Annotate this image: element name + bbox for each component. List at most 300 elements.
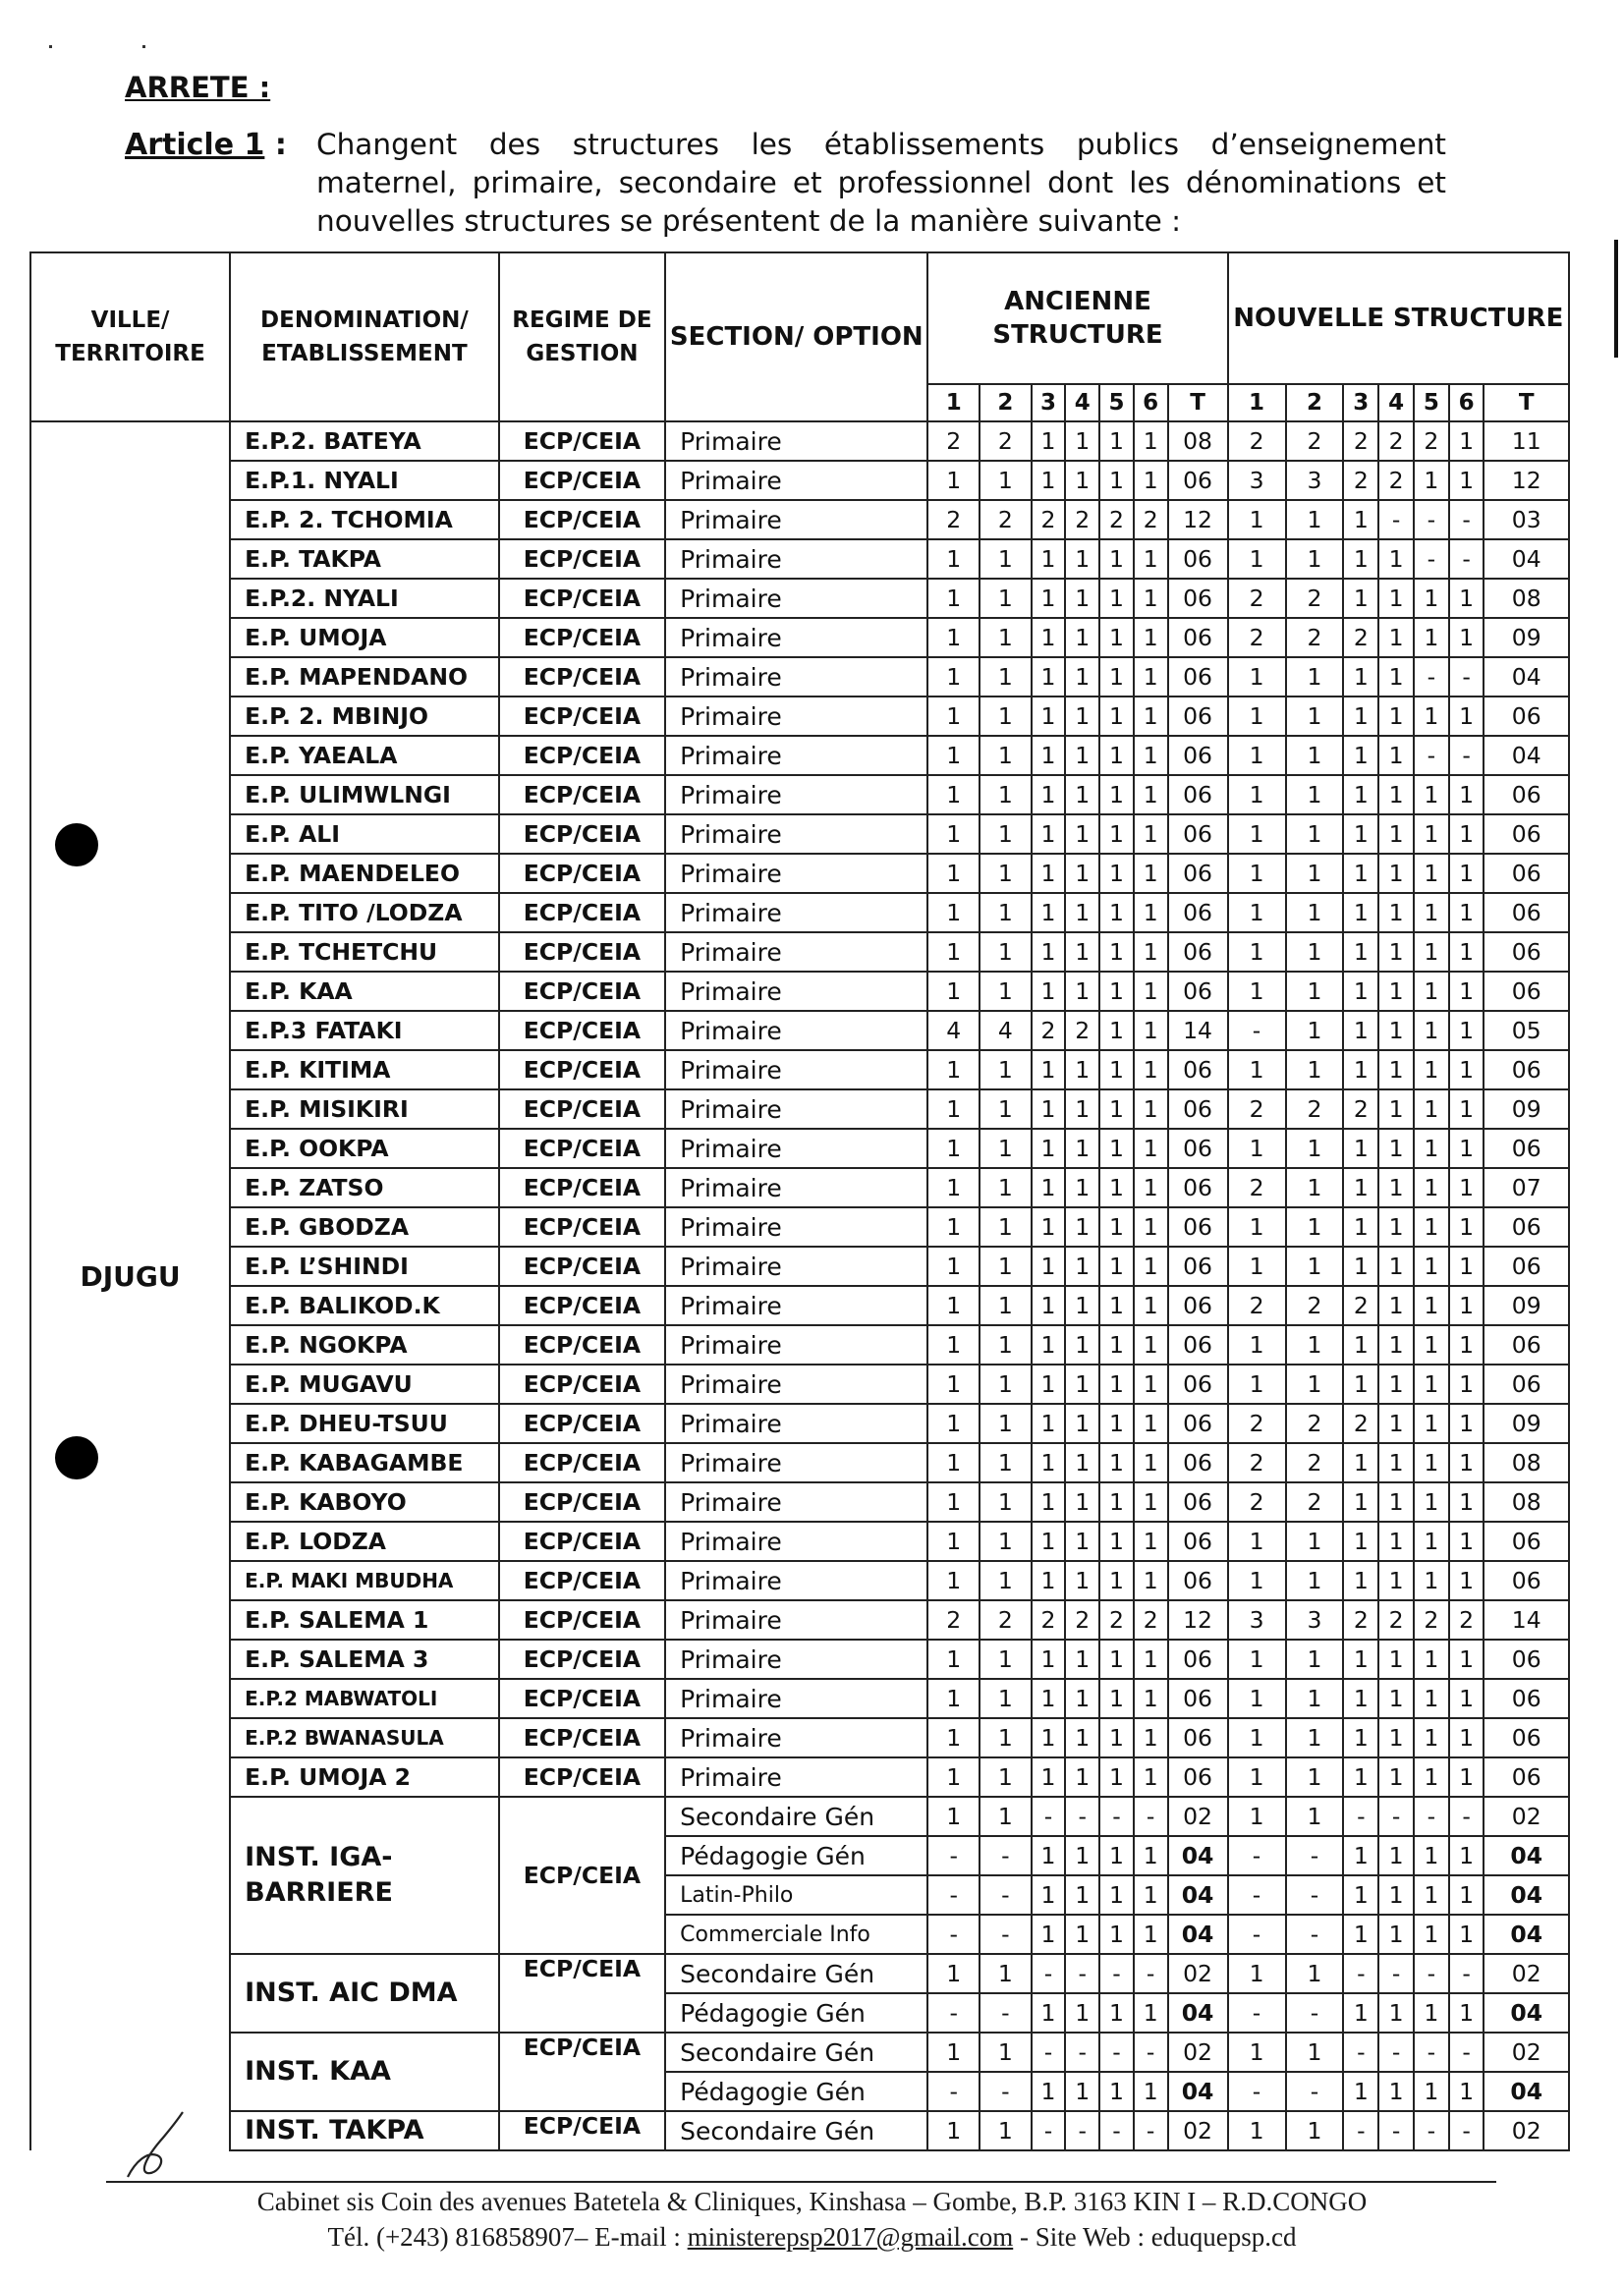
cell-new-1: 1	[1228, 539, 1286, 579]
cell-old-3: 2	[1032, 500, 1066, 539]
cell-new-2: 1	[1286, 893, 1344, 932]
cell-old-6: 2	[1134, 1600, 1168, 1640]
cell-new-4: 1	[1378, 775, 1414, 814]
cell-old-5: 1	[1099, 1640, 1134, 1679]
cell-new-5: 1	[1414, 1757, 1449, 1797]
cell-old-2: 1	[980, 1679, 1032, 1718]
cell-new-4: 1	[1378, 1915, 1414, 1954]
cell-old-t: 06	[1168, 854, 1228, 893]
cell-new-1: 1	[1228, 1757, 1286, 1797]
table-row	[30, 2033, 1569, 2072]
cell-new-4: 1	[1378, 1993, 1414, 2033]
cell-old-5: 1	[1099, 461, 1134, 500]
cell-old-3: 1	[1032, 697, 1066, 736]
cell-old-1: 1	[927, 1325, 980, 1365]
section-cell: Primaire	[665, 1089, 927, 1129]
table-row	[30, 1247, 1569, 1286]
table-row	[30, 972, 1569, 1011]
cell-old-2: 1	[980, 1168, 1032, 1207]
cell-new-3: 1	[1343, 1129, 1378, 1168]
cell-old-2: -	[980, 1875, 1032, 1915]
cell-new-5: 1	[1414, 1286, 1449, 1325]
section-option-cell: Latin-Philo	[665, 1875, 927, 1915]
cell-old-5: 2	[1099, 500, 1134, 539]
table-row	[30, 1757, 1569, 1797]
institute-denomination-cell: INST. IGA-BARRIERE	[230, 1797, 499, 1954]
cell-new-6: 1	[1449, 1993, 1484, 2033]
cell-new-3: 1	[1343, 1757, 1378, 1797]
section-cell: Primaire	[665, 1600, 927, 1640]
cell-old-4: 1	[1065, 1404, 1099, 1443]
cell-new-2: -	[1286, 1875, 1344, 1915]
cell-new-3: 1	[1343, 1207, 1378, 1247]
cell-old-5: -	[1099, 2033, 1134, 2072]
cell-new-4: 1	[1378, 618, 1414, 657]
cell-new-6: -	[1449, 539, 1484, 579]
cell-new-1: 1	[1228, 697, 1286, 736]
subcol-old-3: 3	[1032, 384, 1066, 421]
cell-old-4: 1	[1065, 814, 1099, 854]
cell-old-t: 02	[1168, 2033, 1228, 2072]
footer-email-link[interactable]: ministerepsp2017@gmail.com	[687, 2222, 1014, 2252]
cell-old-2: 1	[980, 657, 1032, 697]
table-row	[30, 539, 1569, 579]
cell-new-3: 1	[1343, 1836, 1378, 1875]
cell-new-2: 2	[1286, 1089, 1344, 1129]
cell-new-4: 1	[1378, 814, 1414, 854]
cell-old-2: 1	[980, 775, 1032, 814]
cell-old-t: 06	[1168, 1168, 1228, 1207]
cell-new-6: 1	[1449, 1247, 1484, 1286]
cell-old-5: 1	[1099, 1247, 1134, 1286]
cell-new-2: 1	[1286, 1640, 1344, 1679]
cell-old-5: 1	[1099, 1168, 1134, 1207]
cell-new-2: -	[1286, 1836, 1344, 1875]
cell-new-1: 1	[1228, 932, 1286, 972]
cell-old-4: 1	[1065, 421, 1099, 461]
cell-new-3: 1	[1343, 1640, 1378, 1679]
cell-new-6: 1	[1449, 1129, 1484, 1168]
cell-old-3: 2	[1032, 1600, 1066, 1640]
cell-new-5: 1	[1414, 854, 1449, 893]
cell-old-6: 1	[1134, 1011, 1168, 1050]
cell-old-6: 1	[1134, 932, 1168, 972]
ville-territoire-cell	[30, 421, 230, 2150]
cell-new-4: 1	[1378, 1365, 1414, 1404]
cell-new-1: 1	[1228, 500, 1286, 539]
cell-old-4: 1	[1065, 1993, 1099, 2033]
section-cell: Primaire	[665, 1757, 927, 1797]
subcol-old-t: T	[1168, 384, 1228, 421]
cell-old-3: 1	[1032, 1443, 1066, 1482]
cell-old-6: 1	[1134, 1875, 1168, 1915]
cell-old-6: 1	[1134, 1365, 1168, 1404]
cell-old-3: 1	[1032, 579, 1066, 618]
cell-new-t: 06	[1484, 1718, 1569, 1757]
cell-old-1: 1	[927, 972, 980, 1011]
cell-new-1: -	[1228, 1993, 1286, 2033]
cell-new-1: 1	[1228, 1247, 1286, 1286]
cell-new-5: 1	[1414, 1050, 1449, 1089]
cell-new-5: 1	[1414, 1325, 1449, 1365]
cell-old-1: 1	[927, 539, 980, 579]
subcol-new-4: 4	[1378, 384, 1414, 421]
regime-cell: ECP/CEIA	[499, 421, 665, 461]
denomination-cell: E.P. MAENDELEO	[230, 854, 499, 893]
cell-old-t: 02	[1168, 2111, 1228, 2150]
cell-old-t: 04	[1168, 1875, 1228, 1915]
cell-new-1: 2	[1228, 579, 1286, 618]
cell-old-t: 06	[1168, 1129, 1228, 1168]
cell-old-1: 1	[927, 1050, 980, 1089]
section-cell: Primaire	[665, 1129, 927, 1168]
cell-old-2: 1	[980, 1718, 1032, 1757]
cell-new-5: 1	[1414, 1915, 1449, 1954]
cell-old-6: 1	[1134, 579, 1168, 618]
cell-old-1: 1	[927, 1207, 980, 1247]
cell-new-3: 1	[1343, 1443, 1378, 1482]
cell-old-5: 1	[1099, 932, 1134, 972]
cell-new-6: 1	[1449, 618, 1484, 657]
cell-old-6: 1	[1134, 1207, 1168, 1247]
denomination-cell: E.P. SALEMA 1	[230, 1600, 499, 1640]
cell-new-2: 1	[1286, 1325, 1344, 1365]
table-row	[30, 579, 1569, 618]
cell-old-t: 06	[1168, 539, 1228, 579]
regime-cell: ECP/CEIA	[499, 1011, 665, 1050]
table-row	[30, 775, 1569, 814]
cell-new-6: 1	[1449, 1915, 1484, 1954]
denomination-cell: E.P. TITO /LODZA	[230, 893, 499, 932]
table-row	[30, 618, 1569, 657]
cell-new-t: 06	[1484, 972, 1569, 1011]
cell-new-5: 1	[1414, 1089, 1449, 1129]
section-cell: Primaire	[665, 1207, 927, 1247]
cell-old-5: 1	[1099, 2072, 1134, 2111]
section-option-cell: Secondaire Gén	[665, 2033, 927, 2072]
cell-old-6: 1	[1134, 461, 1168, 500]
cell-old-2: -	[980, 1836, 1032, 1875]
section-cell: Primaire	[665, 972, 927, 1011]
section-cell: Primaire	[665, 500, 927, 539]
cell-old-t: 06	[1168, 893, 1228, 932]
cell-new-3: 1	[1343, 1050, 1378, 1089]
cell-new-2: 1	[1286, 814, 1344, 854]
cell-new-6: 1	[1449, 1561, 1484, 1600]
cell-new-t: 14	[1484, 1600, 1569, 1640]
cell-new-4: -	[1378, 2111, 1414, 2150]
cell-old-t: 04	[1168, 1993, 1228, 2033]
cell-old-3: 1	[1032, 1640, 1066, 1679]
cell-old-4: 1	[1065, 1679, 1099, 1718]
regime-cell: ECP/CEIA	[499, 2111, 665, 2150]
cell-new-6: -	[1449, 736, 1484, 775]
cell-old-2: 1	[980, 854, 1032, 893]
cell-new-5: 1	[1414, 1207, 1449, 1247]
table-row	[30, 1797, 1569, 1836]
cell-old-6: 2	[1134, 500, 1168, 539]
footer-rule	[106, 2181, 1496, 2183]
cell-new-5: 1	[1414, 1482, 1449, 1522]
cell-old-3: 1	[1032, 972, 1066, 1011]
cell-old-2: 1	[980, 1129, 1032, 1168]
cell-new-3: 1	[1343, 697, 1378, 736]
cell-old-6: 1	[1134, 1836, 1168, 1875]
cell-new-2: 1	[1286, 1561, 1344, 1600]
denomination-cell: E.P. DHEU-TSUU	[230, 1404, 499, 1443]
cell-old-3: -	[1032, 2111, 1066, 2150]
section-cell: Primaire	[665, 1482, 927, 1522]
cell-old-4: -	[1065, 2111, 1099, 2150]
cell-old-6: 1	[1134, 618, 1168, 657]
cell-old-6: 1	[1134, 657, 1168, 697]
cell-old-1: 1	[927, 1482, 980, 1522]
cell-old-2: 1	[980, 1325, 1032, 1365]
cell-new-1: 1	[1228, 775, 1286, 814]
cell-old-t: 06	[1168, 1286, 1228, 1325]
table-row	[30, 2111, 1569, 2150]
cell-new-6: 1	[1449, 697, 1484, 736]
regime-cell: ECP/CEIA	[499, 736, 665, 775]
cell-old-5: -	[1099, 1797, 1134, 1836]
table-row	[30, 1286, 1569, 1325]
cell-old-4: 1	[1065, 1443, 1099, 1482]
cell-new-3: 1	[1343, 1993, 1378, 2033]
regime-cell: ECP/CEIA	[499, 461, 665, 500]
cell-new-1: 2	[1228, 618, 1286, 657]
cell-new-2: 1	[1286, 1207, 1344, 1247]
denomination-cell: E.P. TAKPA	[230, 539, 499, 579]
regime-cell: ECP/CEIA	[499, 1482, 665, 1522]
cell-new-5: 1	[1414, 1718, 1449, 1757]
table-row	[30, 461, 1569, 500]
cell-old-2: 1	[980, 461, 1032, 500]
regime-cell: ECP/CEIA	[499, 1797, 665, 1954]
cell-new-2: 1	[1286, 657, 1344, 697]
cell-new-1: 1	[1228, 2111, 1286, 2150]
section-cell: Primaire	[665, 775, 927, 814]
cell-new-3: 1	[1343, 579, 1378, 618]
cell-new-2: 1	[1286, 854, 1344, 893]
cell-old-3: 1	[1032, 1325, 1066, 1365]
cell-old-3: -	[1032, 1954, 1066, 1993]
cell-old-1: -	[927, 2072, 980, 2111]
denomination-cell: E.P. L’SHINDI	[230, 1247, 499, 1286]
table-row	[30, 1718, 1569, 1757]
cell-new-6: 1	[1449, 2072, 1484, 2111]
regime-cell: ECP/CEIA	[499, 697, 665, 736]
cell-new-1: 1	[1228, 1679, 1286, 1718]
subcol-old-6: 6	[1134, 384, 1168, 421]
cell-old-1: 1	[927, 1522, 980, 1561]
cell-new-1: 1	[1228, 1640, 1286, 1679]
regime-cell: ECP/CEIA	[499, 1129, 665, 1168]
table-row	[30, 421, 1569, 461]
cell-new-3: 1	[1343, 1915, 1378, 1954]
cell-old-3: 1	[1032, 1522, 1066, 1561]
cell-new-1: 1	[1228, 1561, 1286, 1600]
cell-old-4: 1	[1065, 1640, 1099, 1679]
cell-old-6: 1	[1134, 775, 1168, 814]
cell-old-t: 04	[1168, 1836, 1228, 1875]
cell-new-4: 1	[1378, 579, 1414, 618]
table-row	[30, 1207, 1569, 1247]
cell-new-6: -	[1449, 2111, 1484, 2150]
cell-old-5: 1	[1099, 1129, 1134, 1168]
cell-new-2: -	[1286, 1915, 1344, 1954]
section-cell: Primaire	[665, 1286, 927, 1325]
cell-old-1: 1	[927, 579, 980, 618]
cell-new-t: 06	[1484, 1247, 1569, 1286]
cell-old-t: 04	[1168, 1915, 1228, 1954]
cell-new-2: 1	[1286, 775, 1344, 814]
cell-old-5: 1	[1099, 657, 1134, 697]
cell-old-3: 1	[1032, 854, 1066, 893]
cell-old-1: 1	[927, 854, 980, 893]
cell-old-4: 1	[1065, 932, 1099, 972]
cell-old-2: 1	[980, 1365, 1032, 1404]
cell-old-5: 1	[1099, 1522, 1134, 1561]
cell-old-5: 1	[1099, 421, 1134, 461]
cell-new-3: 1	[1343, 1011, 1378, 1050]
cell-old-5: 1	[1099, 854, 1134, 893]
cell-old-2: 1	[980, 579, 1032, 618]
cell-new-5: -	[1414, 1797, 1449, 1836]
cell-new-t: 08	[1484, 1482, 1569, 1522]
cell-new-4: 2	[1378, 1600, 1414, 1640]
cell-new-2: 1	[1286, 1954, 1344, 1993]
cell-new-5: 1	[1414, 618, 1449, 657]
section-option-cell: Secondaire Gén	[665, 1797, 927, 1836]
cell-old-6: 1	[1134, 1089, 1168, 1129]
cell-old-4: 1	[1065, 1482, 1099, 1522]
cell-old-3: 1	[1032, 657, 1066, 697]
cell-old-5: 1	[1099, 1915, 1134, 1954]
regime-cell: ECP/CEIA	[499, 1404, 665, 1443]
cell-old-1: 2	[927, 421, 980, 461]
regime-cell: ECP/CEIA	[499, 1757, 665, 1797]
cell-new-2: 2	[1286, 579, 1344, 618]
table-row	[30, 697, 1569, 736]
cell-new-4: 1	[1378, 1089, 1414, 1129]
header-ville: VILLE/ TERRITOIRE	[30, 252, 230, 421]
denomination-cell: E.P. ZATSO	[230, 1168, 499, 1207]
cell-old-3: 1	[1032, 1915, 1066, 1954]
cell-new-6: 1	[1449, 893, 1484, 932]
cell-new-5: 1	[1414, 1011, 1449, 1050]
cell-new-1: 1	[1228, 1129, 1286, 1168]
regime-cell: ECP/CEIA	[499, 814, 665, 854]
cell-new-6: 1	[1449, 932, 1484, 972]
cell-old-4: -	[1065, 2033, 1099, 2072]
cell-new-5: 1	[1414, 697, 1449, 736]
cell-new-3: 1	[1343, 775, 1378, 814]
denomination-cell: E.P. MUGAVU	[230, 1365, 499, 1404]
cell-old-6: 1	[1134, 1522, 1168, 1561]
cell-old-3: 1	[1032, 618, 1066, 657]
cell-new-6: 1	[1449, 775, 1484, 814]
cell-new-4: 1	[1378, 1207, 1414, 1247]
cell-old-2: 4	[980, 1011, 1032, 1050]
section-cell: Primaire	[665, 893, 927, 932]
cell-new-6: -	[1449, 657, 1484, 697]
cell-old-3: 1	[1032, 1679, 1066, 1718]
footer-contact	[0, 2222, 1624, 2253]
section-cell: Primaire	[665, 1679, 927, 1718]
cell-old-5: 1	[1099, 972, 1134, 1011]
cell-old-1: 1	[927, 814, 980, 854]
cell-old-t: 06	[1168, 1325, 1228, 1365]
cell-old-6: 1	[1134, 972, 1168, 1011]
cell-new-t: 06	[1484, 1561, 1569, 1600]
cell-new-1: 1	[1228, 893, 1286, 932]
cell-new-6: 1	[1449, 1482, 1484, 1522]
subcol-new-5: 5	[1414, 384, 1449, 421]
cell-new-t: 06	[1484, 814, 1569, 854]
cell-old-4: 1	[1065, 2072, 1099, 2111]
cell-old-5: 1	[1099, 1836, 1134, 1875]
denomination-cell: E.P. OOKPA	[230, 1129, 499, 1168]
cell-new-3: 2	[1343, 618, 1378, 657]
cell-new-1: -	[1228, 1836, 1286, 1875]
cell-new-6: 1	[1449, 1836, 1484, 1875]
cell-old-t: 08	[1168, 421, 1228, 461]
denomination-cell: E.P.2. NYALI	[230, 579, 499, 618]
header-ancienne-structure: ANCIENNE STRUCTURE	[927, 252, 1227, 384]
regime-cell: ECP/CEIA	[499, 1286, 665, 1325]
cell-old-4: 2	[1065, 1011, 1099, 1050]
cell-new-6: -	[1449, 2033, 1484, 2072]
cell-old-6: 1	[1134, 1482, 1168, 1522]
cell-new-5: 1	[1414, 893, 1449, 932]
section-cell: Primaire	[665, 1168, 927, 1207]
regime-cell: ECP/CEIA	[499, 1679, 665, 1718]
cell-old-1: 1	[927, 1954, 980, 1993]
cell-old-5: 1	[1099, 1561, 1134, 1600]
denomination-cell: E.P.2 BWANASULA	[230, 1718, 499, 1757]
cell-old-2: 1	[980, 2033, 1032, 2072]
cell-new-3: 1	[1343, 500, 1378, 539]
cell-old-4: 2	[1065, 500, 1099, 539]
cell-new-1: 2	[1228, 1404, 1286, 1443]
cell-new-3: 1	[1343, 2072, 1378, 2111]
cell-new-4: 1	[1378, 893, 1414, 932]
cell-new-6: 1	[1449, 1757, 1484, 1797]
section-cell: Primaire	[665, 1247, 927, 1286]
subcol-new-t: T	[1484, 384, 1569, 421]
regime-cell: ECP/CEIA	[499, 972, 665, 1011]
cell-new-t: 06	[1484, 1325, 1569, 1365]
denomination-cell: E.P.1. NYALI	[230, 461, 499, 500]
section-cell: Primaire	[665, 1404, 927, 1443]
cell-new-4: 1	[1378, 854, 1414, 893]
cell-new-5: 1	[1414, 1247, 1449, 1286]
cell-old-5: 1	[1099, 814, 1134, 854]
denomination-cell: E.P. LODZA	[230, 1522, 499, 1561]
cell-new-2: 3	[1286, 1600, 1344, 1640]
cell-new-4: 1	[1378, 1011, 1414, 1050]
cell-old-t: 12	[1168, 500, 1228, 539]
cell-new-3: -	[1343, 2111, 1378, 2150]
cell-new-3: 1	[1343, 893, 1378, 932]
cell-old-6: 1	[1134, 1443, 1168, 1482]
arrete-heading: ARRETE :	[125, 71, 271, 104]
section-option-cell: Pédagogie Gén	[665, 1993, 927, 2033]
cell-new-2: 1	[1286, 1168, 1344, 1207]
cell-old-3: 1	[1032, 1561, 1066, 1600]
regime-cell: ECP/CEIA	[499, 1954, 665, 2033]
cell-new-5: 1	[1414, 1875, 1449, 1915]
